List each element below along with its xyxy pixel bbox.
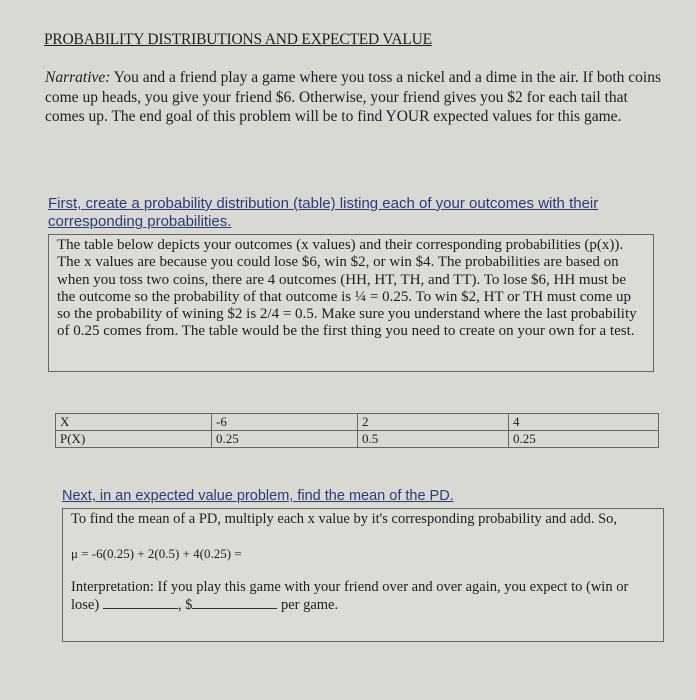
step1-explanation: The table below depicts your outcomes (x values) and their corresponding probabilities (p(x)). The x values are because you could lose $6, win $2, or win $4. The probabilities are based on when you toss two coins, there are 4 outcomes (HH, HT, TH, and TT). To lose $6, HH must be the outcome so the probability of that outcome is ¼ = 0.25. To win $2, HT or TH must come up so the probability of wining $2 is 2/4 = 0.5. Make sure you understand where the last probability of 0.25 comes from. The table would be the first thing you need to create on your own for a test. bbox=[48, 234, 654, 372]
mean-formula: μ = -6(0.25) + 2(0.5) + 4(0.25) = bbox=[71, 546, 242, 561]
step1-heading: First, create a probability distribution (table) listing each of your outcomes with their corresponding probabilities. bbox=[48, 195, 599, 230]
narrative bbox=[45, 68, 670, 127]
table-cell: 0.25 bbox=[509, 431, 659, 448]
table-cell: -6 bbox=[212, 414, 358, 431]
step2-box bbox=[62, 508, 664, 642]
comma-dollar: , $ bbox=[177, 597, 193, 613]
table-cell: X bbox=[56, 414, 212, 431]
interpretation-text: Interpretation: If you play this game with your friend over and over again, you expect to (win or lose) bbox=[71, 579, 629, 613]
table-cell: 4 bbox=[509, 414, 659, 431]
table-row bbox=[56, 414, 659, 431]
win-lose-blank[interactable] bbox=[103, 596, 178, 609]
table-row bbox=[56, 431, 659, 448]
step2-heading: Next, in an expected value problem, find the mean of the PD. bbox=[62, 488, 454, 504]
table-cell: P(X) bbox=[56, 431, 212, 448]
table-cell: 2 bbox=[358, 414, 509, 431]
narrative-text: You and a friend play a game where you toss a nickel and a dime in the air. If both coins come up heads, you give your friend $6. Otherwise, your friend gives you $2 for each tail that comes up. The end goal of this problem will be to find YOUR expected values for this game. bbox=[45, 69, 661, 125]
table-cell: 0.5 bbox=[358, 431, 509, 448]
narrative-label: Narrative: bbox=[45, 69, 111, 86]
page-title: PROBABILITY DISTRIBUTIONS AND EXPECTED VALUE bbox=[44, 31, 432, 48]
amount-blank[interactable] bbox=[192, 596, 277, 609]
table-cell: 0.25 bbox=[212, 431, 358, 448]
per-game: per game. bbox=[280, 597, 339, 613]
step2-instruction: To find the mean of a PD, multiply each x value by it's corresponding probability and add. So, bbox=[71, 511, 618, 527]
probability-table bbox=[55, 413, 659, 448]
